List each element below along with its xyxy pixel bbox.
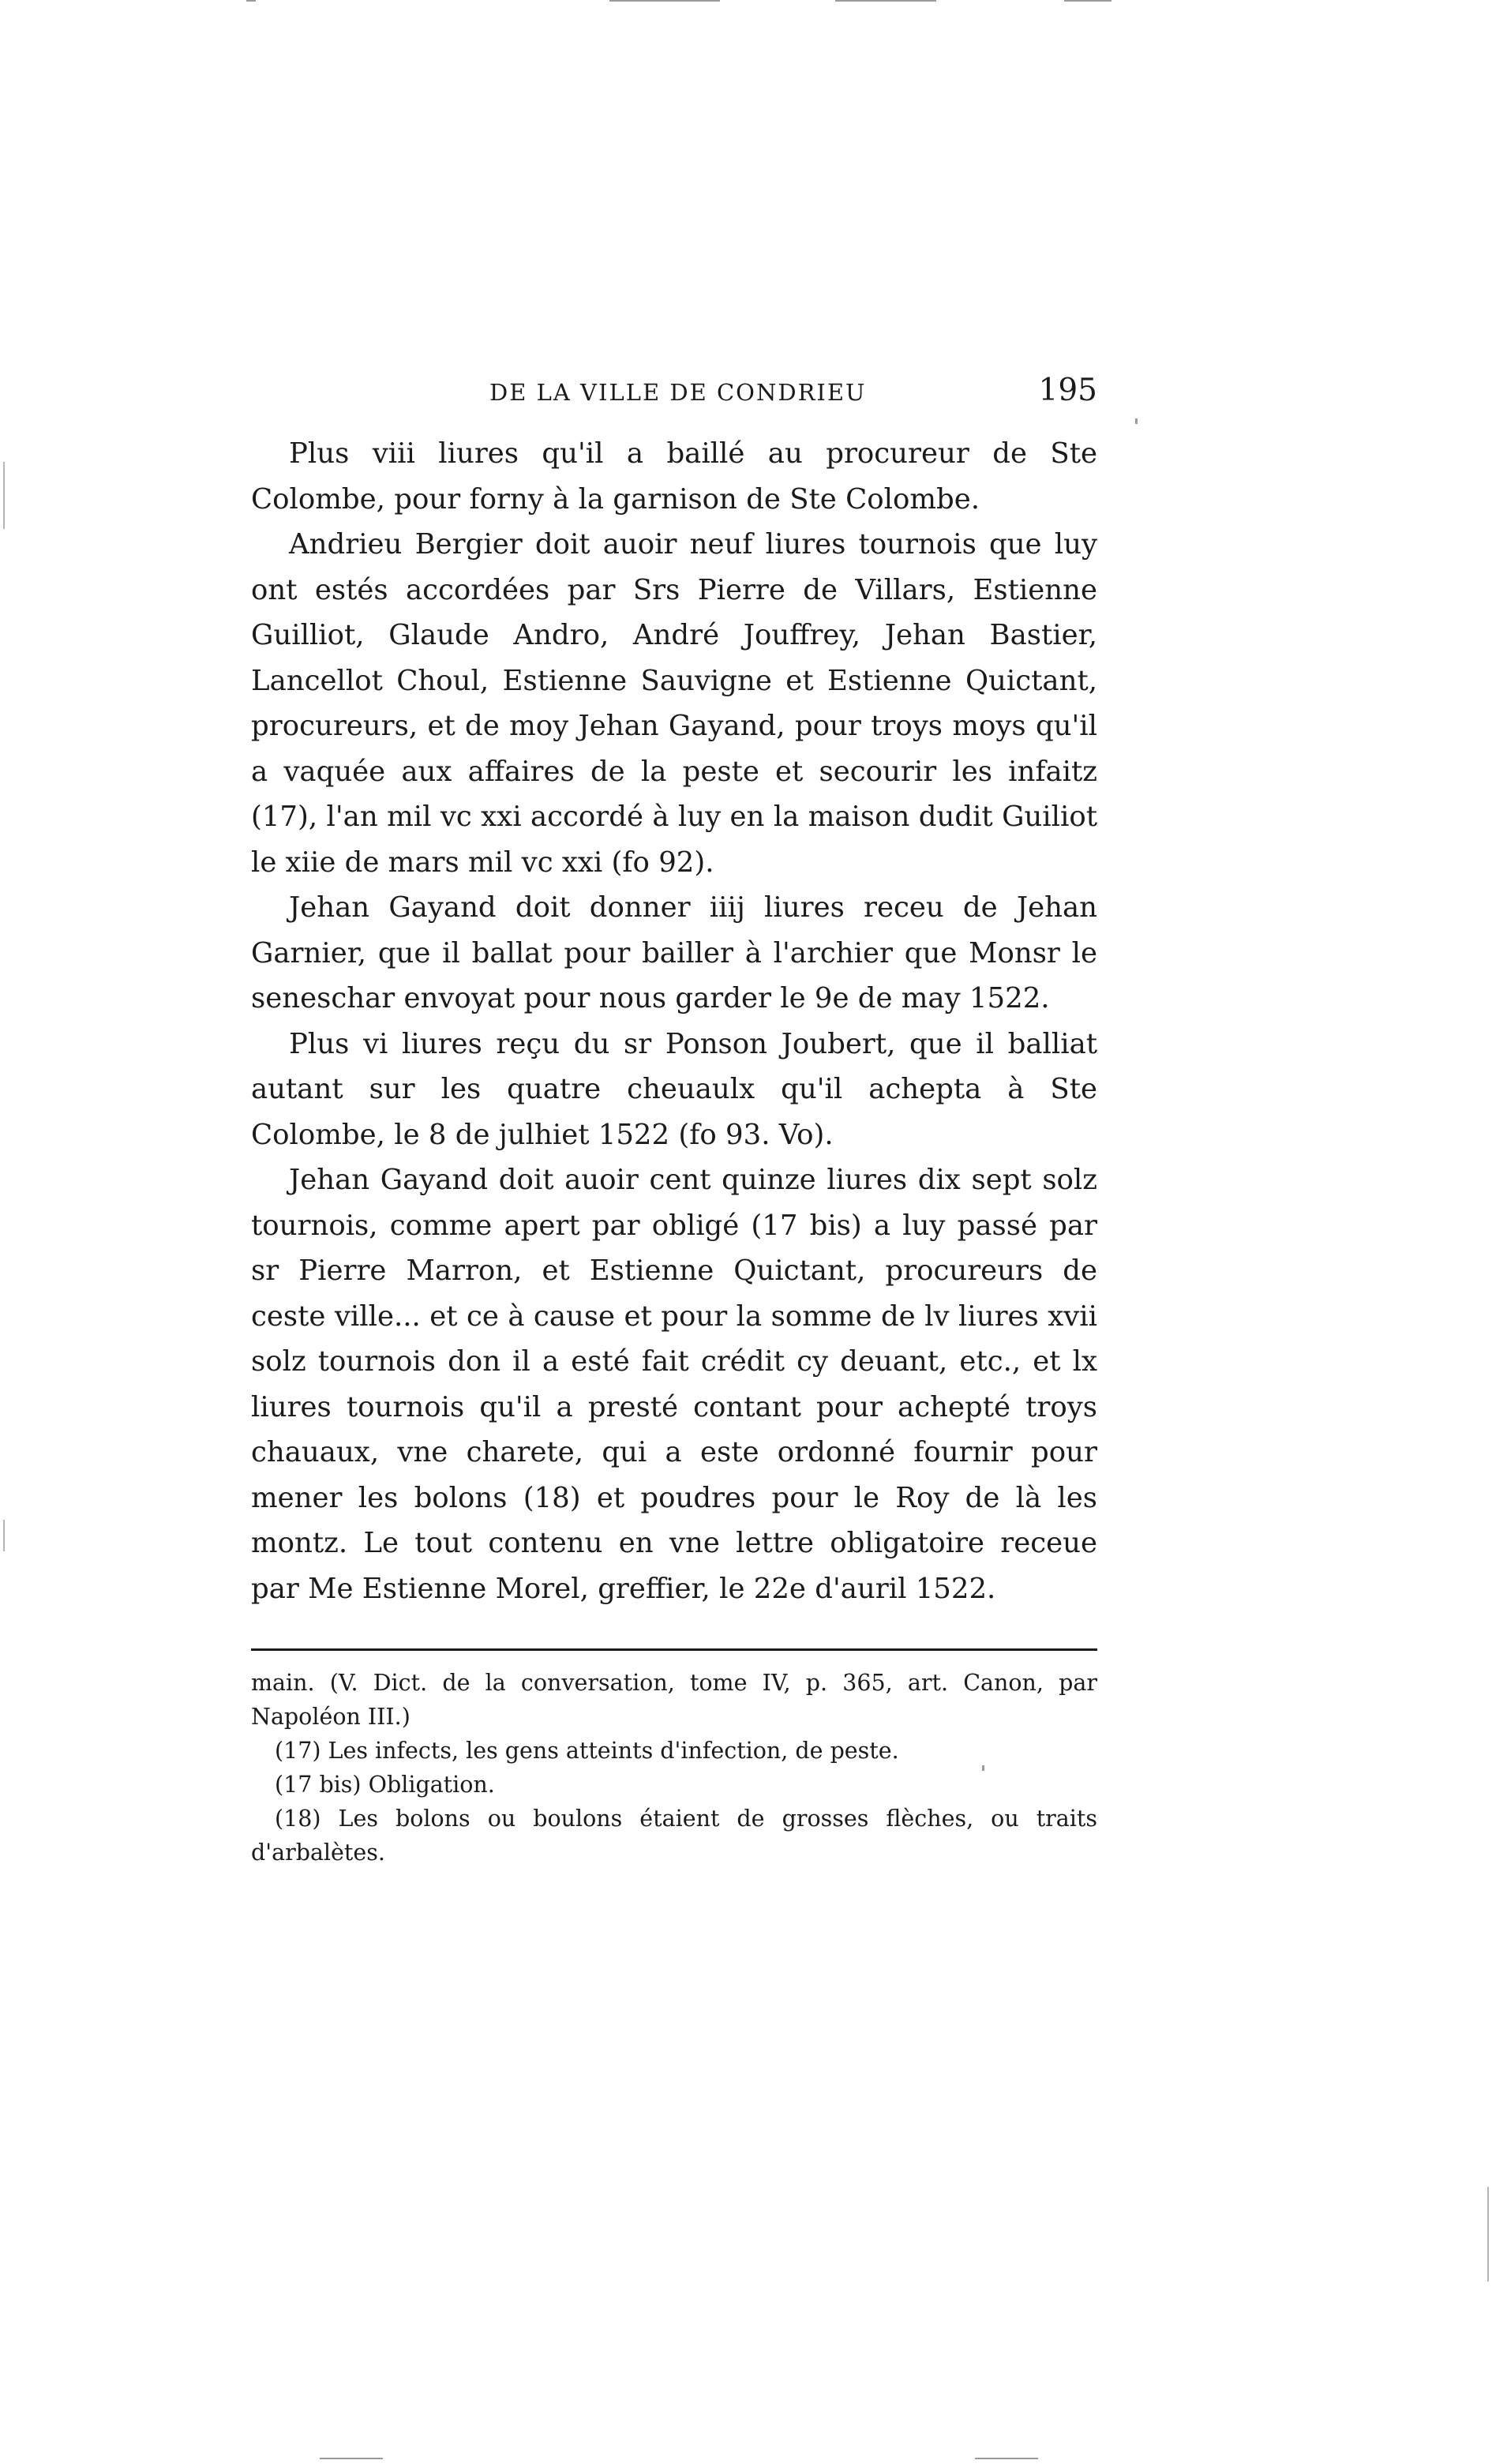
footnote: (17) Les infects, les gens atteints d'infection, de peste. (275, 1738, 899, 1764)
bottom-edge-mark (975, 2458, 1038, 2459)
page-number: 195 (1038, 373, 1097, 408)
running-title: DE LA VILLE DE CONDRIEU (489, 379, 867, 406)
footnote: (17 bis) Obligation. (275, 1772, 495, 1798)
paragraph: Jehan Gayand doit donner iiij liures receu de Jehan Garnier, que il ballat pour bailler à l'archier que Monsr le seneschar envoyat pour nous garder le 9e de may 1522. (251, 891, 1097, 1014)
running-header (251, 373, 1097, 412)
top-edge-mark (1064, 0, 1112, 2)
paragraph: Jehan Gayand doit auoir cent quinze liures dix sept solz tournois, comme apert par obligé (17 bis) a luy passé par sr Pierre Marron, et Estienne Quictant, procureurs de ceste ville... et ce à cause et pour la somme de lv liures xvii solz tournois don il a esté fait crédit cy deuant, etc., et lx liures tournois qu'il a presté contant pour achepté troys chauaux, vne charete, qui a este ordonné fournir pour mener les bolons (18) et poudres pour le Roy de là les montz. Le tout contenu en vne lettre obligatoire receue par Me Estienne Morel, greffier, le 22e d'auril 1522. (251, 1164, 1097, 1605)
left-margin-mark (3, 1520, 5, 1551)
bottom-edge-mark (320, 2458, 383, 2459)
footnotes (251, 1666, 1097, 1870)
right-margin-mark (1487, 2187, 1489, 2282)
top-edge-mark (835, 0, 936, 2)
paragraph: Andrieu Bergier doit auoir neuf liures tournois que luy ont estés accordées par Srs Pierre de Villars, Estienne Guilliot, Glaude Andro, André Jouffrey, Jehan Bastier, Lancellot Choul, Estienne Sauvigne et Estienne Quictant, procureurs, et de moy Jehan Gayand, pour troys moys qu'il a vaquée aux affaires de la peste et secourir les infaitz (17), l'an mil vc xxi accordé à luy en la maison dudit Guiliot le xiie de mars mil vc xxi (fo 92). (251, 528, 1097, 879)
footnote: (18) Les bolons ou boulons étaient de grosses flèches, ou traits d'arbalètes. (251, 1806, 1097, 1866)
top-edge-mark (246, 0, 256, 2)
footnote: main. (V. Dict. de la conversation, tome IV, p. 365, art. Canon, par Napoléon III.) (251, 1670, 1097, 1730)
ink-speck (1135, 418, 1138, 424)
footnote-rule (251, 1648, 1097, 1651)
paragraph: Plus viii liures qu'il a baillé au procureur de Ste Colombe, pour forny à la garnison de Ste Colombe. (251, 437, 1097, 516)
main-text (251, 431, 1097, 1611)
top-edge-mark (609, 0, 720, 2)
left-margin-mark (3, 462, 5, 529)
paragraph: Plus vi liures reçu du sr Ponson Joubert, que il balliat autant sur les quatre cheuaulx qu'il achepta à Ste Colombe, le 8 de julhiet 1522 (fo 93. Vo). (251, 1027, 1097, 1151)
